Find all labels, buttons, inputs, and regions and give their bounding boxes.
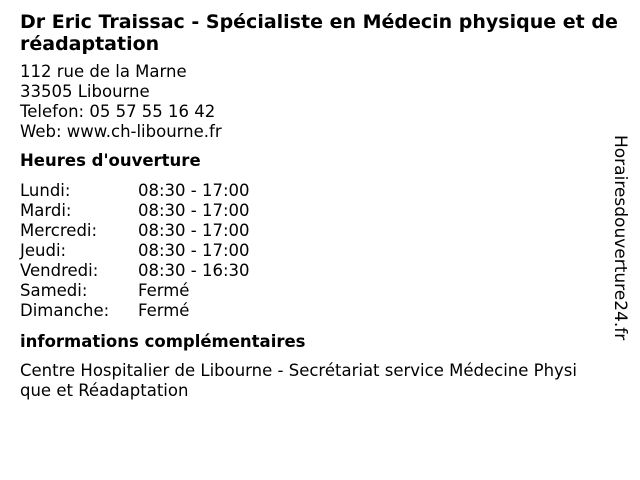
address-block bbox=[20, 62, 620, 142]
hours-row bbox=[20, 301, 620, 321]
hours-time: 08:30 - 17:00 bbox=[138, 201, 250, 220]
street-address: 112 rue de la Marne bbox=[20, 62, 187, 81]
info-heading: informations complémentaires bbox=[20, 332, 306, 351]
brand-text: Horairesdouverture24.fr bbox=[610, 135, 630, 341]
info-text: Centre Hospitalier de Libourne - Secrétariat service Médecine Physique et Réadaptation bbox=[20, 361, 577, 400]
hours-table bbox=[20, 181, 620, 321]
hours-day: Samedi: bbox=[20, 281, 88, 300]
hours-time: Fermé bbox=[138, 281, 190, 300]
page-title: Dr Eric Traissac - Spécialiste en Médecin physique et de réadaptation bbox=[20, 11, 618, 55]
hours-day: Mardi: bbox=[20, 201, 72, 220]
hours-time: 08:30 - 17:00 bbox=[138, 181, 250, 200]
hours-time: 08:30 - 17:00 bbox=[138, 241, 250, 260]
city-postal: 33505 Libourne bbox=[20, 82, 150, 101]
listing-card bbox=[20, 11, 620, 401]
hours-row bbox=[20, 221, 620, 241]
hours-day: Mercredi: bbox=[20, 221, 98, 240]
hours-row bbox=[20, 241, 620, 261]
website: Web: www.ch-libourne.fr bbox=[20, 122, 222, 141]
hours-day: Dimanche: bbox=[20, 301, 110, 320]
hours-row bbox=[20, 261, 620, 281]
hours-heading: Heures d'ouverture bbox=[20, 151, 201, 170]
hours-time: 08:30 - 17:00 bbox=[138, 221, 250, 240]
brand-watermark bbox=[609, 135, 631, 345]
phone-number: Telefon: 05 57 55 16 42 bbox=[20, 102, 216, 121]
hours-day: Jeudi: bbox=[20, 241, 67, 260]
hours-row bbox=[20, 281, 620, 301]
hours-day: Vendredi: bbox=[20, 261, 99, 280]
hours-row bbox=[20, 201, 620, 221]
hours-time: Fermé bbox=[138, 301, 190, 320]
hours-time: 08:30 - 16:30 bbox=[138, 261, 250, 280]
hours-row bbox=[20, 181, 620, 201]
hours-day: Lundi: bbox=[20, 181, 71, 200]
